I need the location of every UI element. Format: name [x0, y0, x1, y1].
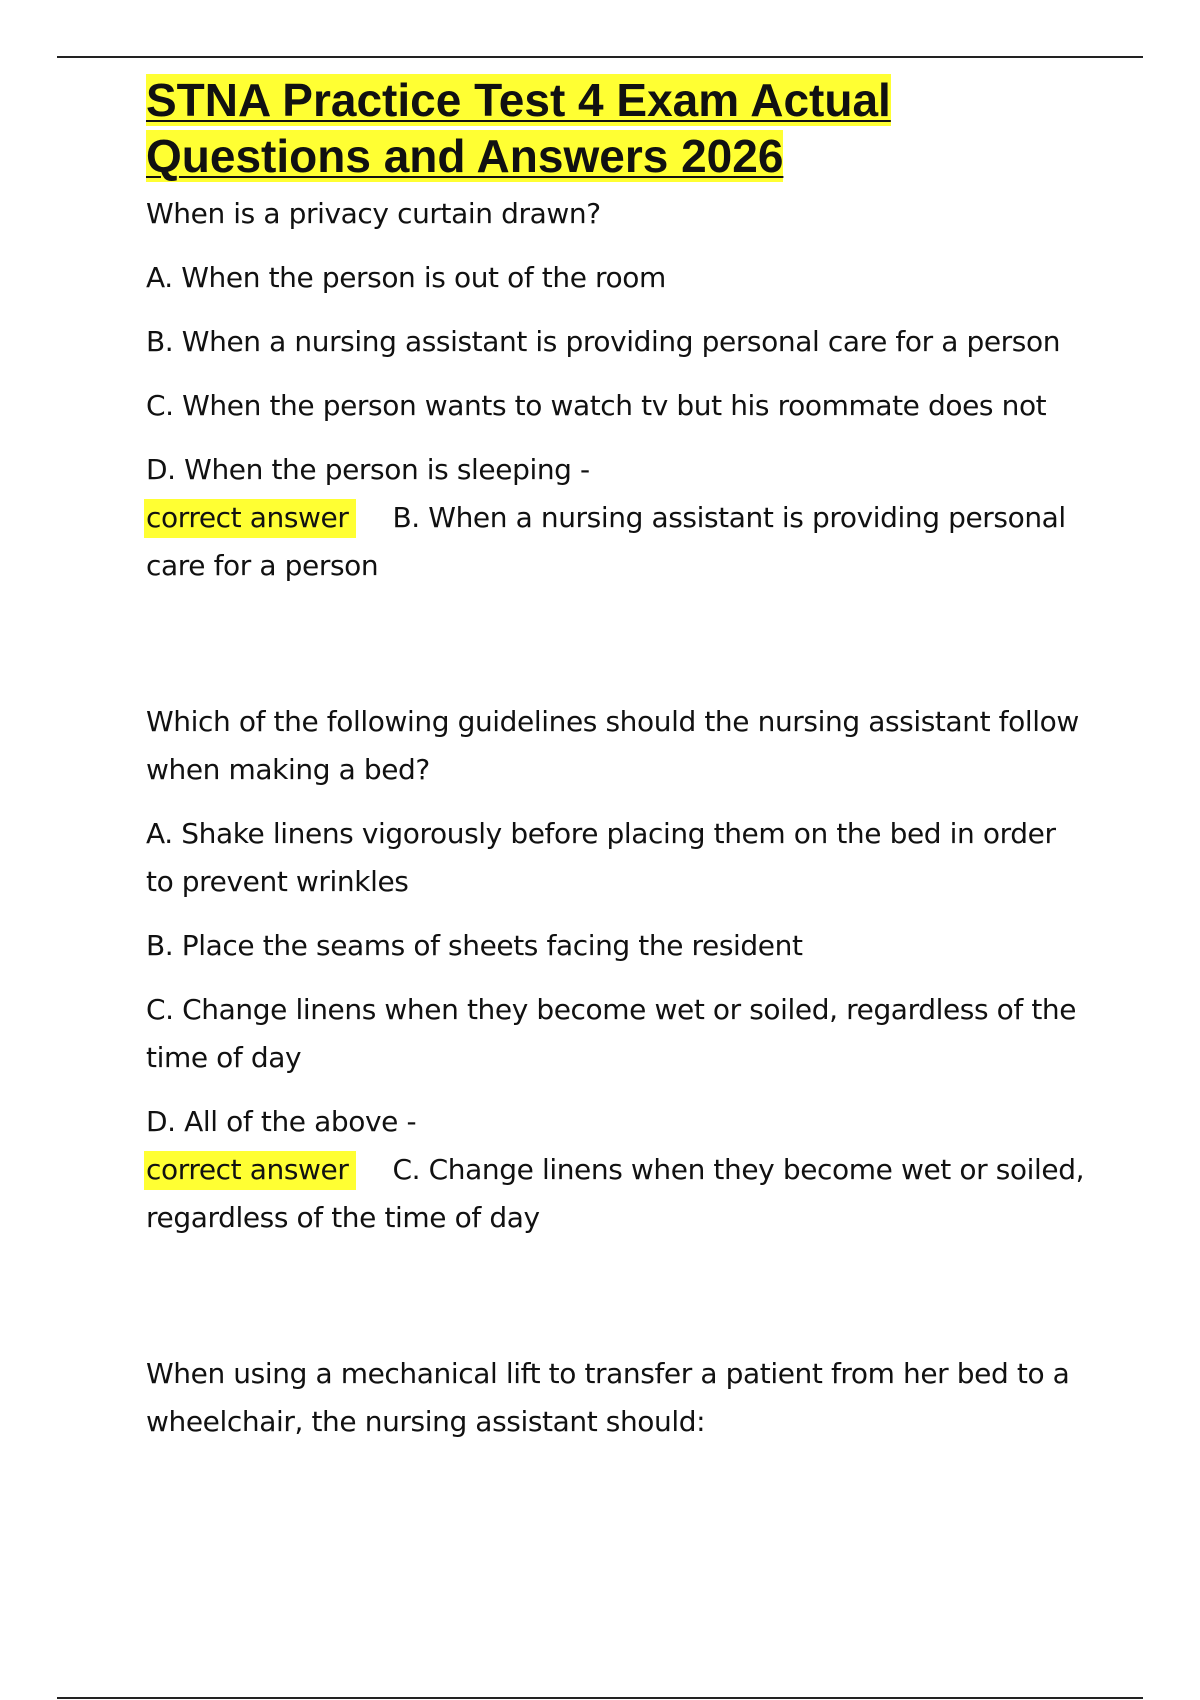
question-block-2	[146, 698, 1086, 1242]
answer-text: C. Change linens when they become wet or soiled, regardless of the time of day	[146, 1153, 1085, 1234]
option-c: C. Change linens when they become wet or soiled, regardless of the time of day	[146, 993, 1077, 1074]
question-text: When is a privacy curtain drawn?	[146, 197, 601, 230]
answer-text: B. When a nursing assistant is providing personal care for a person	[146, 501, 1066, 582]
title-line-1: STNA Practice Test 4 Exam Actual	[146, 74, 891, 126]
bottom-rule	[57, 1697, 1143, 1699]
option-b: B. When a nursing assistant is providing personal care for a person	[146, 325, 1061, 358]
question-block-1	[146, 190, 1086, 590]
option-d: D. When the person is sleeping -	[146, 453, 590, 486]
option-a: A. When the person is out of the room	[146, 261, 666, 294]
question-text: When using a mechanical lift to transfer a patient from her bed to a wheelchair, the nursing assistant should:	[146, 1357, 1070, 1438]
correct-answer-label: correct answer	[144, 499, 356, 538]
top-rule	[57, 56, 1143, 58]
answer-line	[146, 494, 1086, 590]
document-body	[146, 72, 1086, 1462]
option-b: B. Place the seams of sheets facing the resident	[146, 929, 803, 962]
option-c: C. When the person wants to watch tv but his roommate does not	[146, 389, 1047, 422]
correct-answer-label: correct answer	[144, 1151, 356, 1190]
document-title	[146, 72, 1086, 184]
question-block-3	[146, 1350, 1086, 1446]
question-text: Which of the following guidelines should the nursing assistant follow when making a bed?	[146, 705, 1079, 786]
answer-line	[146, 1146, 1086, 1242]
option-d: D. All of the above -	[146, 1105, 417, 1138]
option-a: A. Shake linens vigorously before placing them on the bed in order to prevent wrinkles	[146, 817, 1056, 898]
title-line-2: Questions and Answers 2026	[146, 130, 784, 182]
